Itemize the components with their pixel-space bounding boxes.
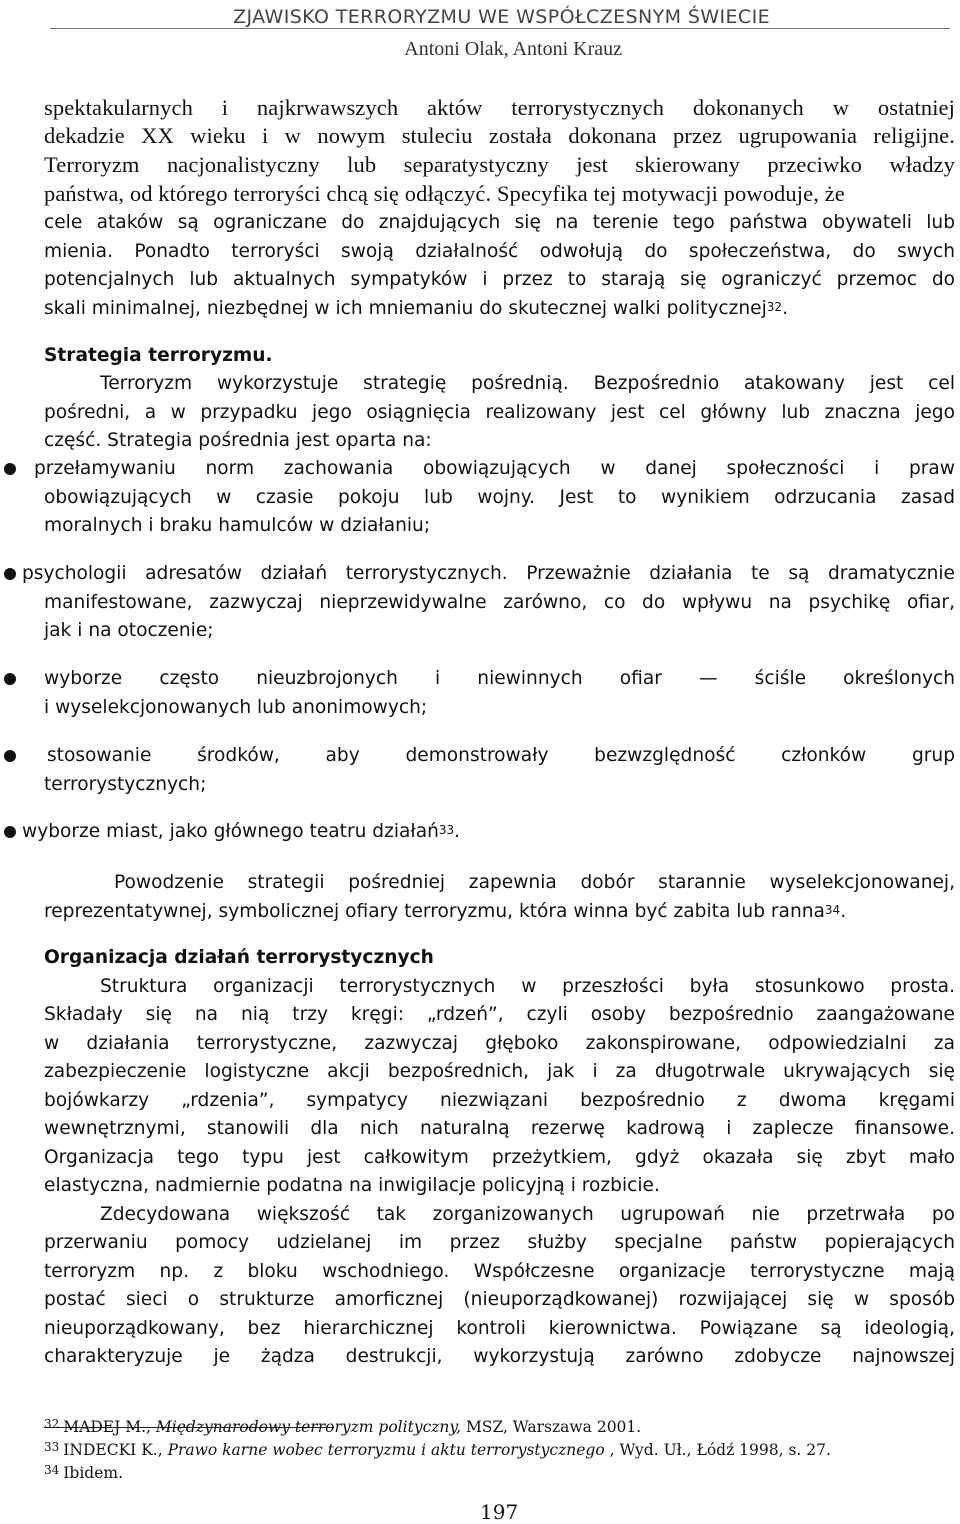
text-line: postać sieci o strukturze amorficznej (nieuporządkowanej) rozwijającej się w sposób — [44, 1289, 955, 1310]
text-line: Terroryzm wykorzystuje strategię pośrednią. Bezpośrednio atakowany jest cel — [100, 373, 955, 394]
section-heading: Organizacja działań terrorystycznych — [44, 947, 434, 968]
page-number: 197 — [480, 1500, 519, 1524]
footnote-publisher: , Wyd. Uł., Łódź 1998, s. 27. — [604, 1441, 831, 1459]
text-line: spektakularnych i najkrwawszych aktów terrorystycznych dokonanych w ostatniej — [44, 95, 955, 120]
text-line: skali minimalnej, niezbędnej w ich mniemaniu do skutecznej walki politycznej$^{32}$. — [44, 298, 788, 319]
text-run: reprezentatywnej, symbolicznej ofiary terroryzmu, która winna być zabita lub ranna — [44, 901, 825, 922]
text-line: Zdecydowana większość tak zorganizowanych ugrupowań nie przetrwała po — [100, 1204, 955, 1225]
bullet-icon — [4, 673, 16, 685]
footnote-ref: 32 — [766, 300, 783, 314]
footnote-author: INDECKI K., — [63, 1441, 168, 1459]
running-title: ZJAWISKO TERRORYZMU WE WSPÓŁCZESNYM ŚWIECIE — [233, 6, 770, 28]
text-line: nieuporządkowany, bez hierarchicznej kontroli kierownictwa. Powiązane są ideologią, — [44, 1318, 955, 1339]
text-line: Struktura organizacji terrorystycznych w przeszłości była stosunkowo prosta. — [100, 976, 955, 997]
text-line: moralnych i braku hamulców w działaniu; — [44, 515, 431, 536]
text-line: Terroryzm nacjonalistyczny lub separatystyczny jest skierowany przeciwko władzy — [44, 152, 955, 177]
footnote-title: Międzynarodowy terroryzm polityczny, — [155, 1418, 462, 1436]
text-line: i wyselekcjonowanych lub anonimowych; — [44, 697, 428, 718]
text-line: wewnętrznymi, stanowili dla nich naturalną rezerwę kadrową i zaplecze finansowe. — [44, 1118, 955, 1139]
list-item: wyborze często nieuzbrojonych i niewinnych ofiar — ściśle określonych — [44, 668, 955, 689]
text-line: w działania terrorystyczne, zazwyczaj głęboko zakonspirowane, odpowiedzialni za — [44, 1033, 955, 1054]
footnote-ref: 33 — [438, 823, 455, 837]
text-line: bojówkarzy „rdzenia”, sympatycy niezwiązani bezpośrednio z dwoma kręgami — [44, 1090, 955, 1111]
footnote — [44, 1437, 831, 1460]
text-line: potencjalnych lub aktualnych sympatyków i przez to starają się ograniczyć przemoc do — [44, 269, 955, 290]
text-run: wyborze miast, jako głównego teatru działań — [22, 821, 439, 842]
text-line: dekadzie XX wieku i w nowym stuleciu została dokonana przez ugrupowania religijne. — [44, 123, 955, 148]
footnote-author: MADEJ M., — [63, 1418, 156, 1436]
footnote-ref: 34 — [824, 903, 841, 917]
footnote-publisher: MSZ, Warszawa 2001. — [461, 1418, 642, 1436]
text-line: terroryzm np. z bloku wschodniego. Współczesne organizacje terrorystyczne mają — [44, 1261, 955, 1282]
text-line: Składały się na nią trzy kręgi: „rdzeń”, czyli osoby bezpośrednio zaangażowane — [44, 1004, 955, 1025]
list-item: wyborze miast, jako głównego teatru działań$^{33}$. — [22, 821, 461, 842]
text-line: terrorystycznych; — [44, 774, 207, 795]
text-line: mienia. Ponadto terroryści swoją działalność odwołują do społeczeństwa, do swych — [44, 241, 955, 262]
text-line: zabezpieczenie logistyczne akcji bezpośrednich, jak i za długotrwale ukrywających się — [44, 1061, 955, 1082]
bullet-icon — [4, 568, 16, 580]
text-line: przerwaniu pomocy udzielanej im przez służby specjalne państw popierających — [44, 1232, 955, 1253]
footnote-number: 32 — [44, 1417, 60, 1431]
running-header — [50, 6, 950, 29]
footnote-author: Ibidem. — [63, 1464, 124, 1482]
text-line: charakteryzuje je żądza destrukcji, wykorzystują zarówno zdobycze najnowszej — [44, 1346, 955, 1367]
section-heading: Strategia terroryzmu. — [44, 345, 273, 366]
text-line: państwa, od którego terroryści chcą się odłączyć. Specyfika tej motywacji powoduje, że — [44, 181, 845, 206]
footnote-title: Prawo karne wobec terroryzmu i aktu terrorystycznego — [167, 1441, 605, 1459]
footnote-number: 33 — [44, 1440, 60, 1454]
text-run: skali minimalnej, niezbędnej w ich mniemaniu do skutecznej walki politycznej — [44, 298, 767, 319]
bullet-icon — [4, 826, 16, 838]
text-line: część. Strategia pośrednia jest oparta na: — [44, 430, 432, 451]
footnote-number: 34 — [44, 1463, 60, 1477]
text-line: obowiązujących w czasie pokoju lub wojny. Jest to wynikiem odrzucania zasad — [44, 487, 955, 508]
authors-line: Antoni Olak, Antoni Krauz — [404, 38, 622, 60]
footnote — [44, 1460, 123, 1483]
list-item: przełamywaniu norm zachowania obowiązujących w danej społeczności i praw — [34, 458, 955, 479]
text-line: pośredni, a w przypadku jego osiągnięcia realizowany jest cel główny lub znaczna jego — [44, 402, 955, 423]
text-line: reprezentatywnej, symbolicznej ofiary terroryzmu, która winna być zabita lub ranna$^{34}$. — [44, 901, 847, 922]
text-line: cele ataków są ograniczane do znajdujących się na terenie tego państwa obywateli lub — [44, 212, 955, 233]
footnote — [44, 1414, 641, 1437]
list-item: psychologii adresatów działań terrorystycznych. Przeważnie działania te są dramatycznie — [22, 563, 955, 584]
text-line: Organizacja tego typu jest całkowitym przeżytkiem, gdyż okazała się zbyt mało — [44, 1147, 955, 1168]
text-line: Powodzenie strategii pośredniej zapewnia dobór starannie wyselekcjonowanej, — [114, 872, 955, 893]
text-line: elastyczna, nadmiernie podatna na inwigilacje policyjną i rozbicie. — [44, 1175, 660, 1196]
bullet-icon — [4, 463, 16, 475]
bullet-icon — [4, 750, 16, 762]
text-line: jak i na otoczenie; — [44, 620, 214, 641]
text-line: manifestowane, zazwyczaj nieprzewidywalne zarówno, co do wpływu na psychikę ofiar, — [44, 592, 955, 613]
list-item: stosowanie środków, aby demonstrowały bezwzględność członków grup — [47, 745, 955, 766]
